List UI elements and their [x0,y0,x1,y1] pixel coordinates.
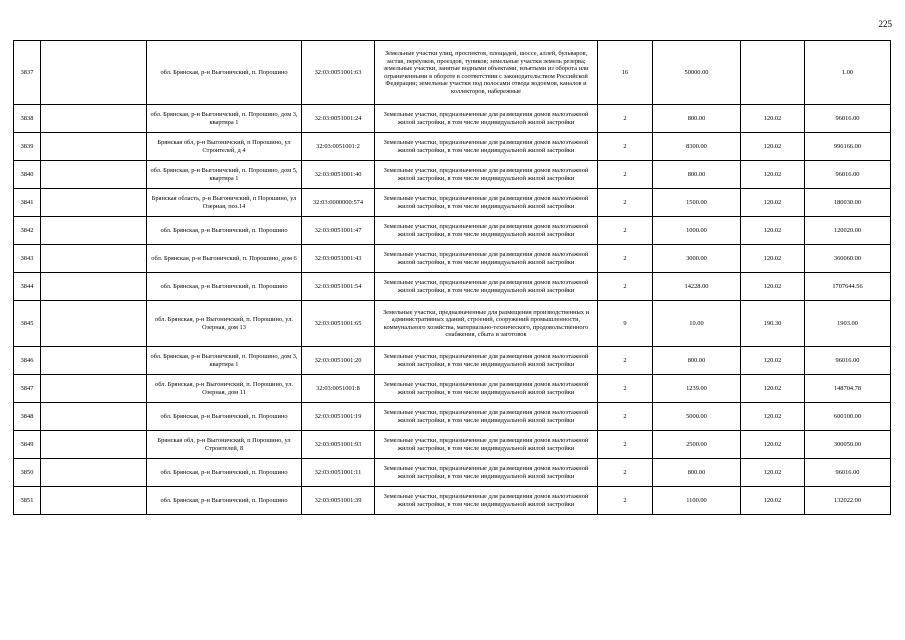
area-cell: 1239.00 [653,375,741,403]
area-cell: 1100.00 [653,487,741,515]
table-row [14,487,891,515]
address-cell: обл. Брянская, р-н Выгоничский, п. Порошино, дом 6 [147,245,302,273]
land-use-cell: Земельные участки, предназначенные для размещения домов малоэтажной жилой застройки, в том числе индивидуальной жилой застройки [375,133,598,161]
row-number: 3843 [14,245,41,273]
table-row [14,301,891,347]
use-code-cell: 2 [598,459,653,487]
row-number: 3837 [14,41,41,105]
area-cell: 14228.00 [653,273,741,301]
address-cell: обл. Брянская, р-н Выгоничский, п. Порошино [147,273,302,301]
row-number: 3841 [14,189,41,217]
table-row [14,375,891,403]
rate-cell: 120.02 [741,431,805,459]
address-cell: Брянская обл, р-н Выгоничский, п Порошино, ул Строителей, д 4 [147,133,302,161]
address-cell: обл. Брянская, р-н Выгоничский, п. Порошино, ул. Озерная, дом 11 [147,375,302,403]
cadastral-value-cell: 600100.00 [805,403,891,431]
table-row [14,105,891,133]
rate-cell: 120.02 [741,105,805,133]
cadastral-value-cell: 1903.00 [805,301,891,347]
land-use-cell: Земельные участки, предназначенные для размещения домов малоэтажной жилой застройки, в том числе индивидуальной жилой застройки [375,375,598,403]
empty-cell [41,375,147,403]
registry-rows [14,41,891,515]
use-code-cell: 2 [598,245,653,273]
empty-cell [41,133,147,161]
row-number: 3851 [14,487,41,515]
cadastral-number-cell: 32:03:0051001:63 [302,41,375,105]
empty-cell [41,105,147,133]
row-number: 3849 [14,431,41,459]
rate-cell: 120.02 [741,273,805,301]
cadastral-number-cell: 32:03:0051001:40 [302,161,375,189]
row-number: 3847 [14,375,41,403]
cadastral-value-cell: 148704.78 [805,375,891,403]
cadastral-value-cell: 180030.00 [805,189,891,217]
empty-cell [41,41,147,105]
area-cell: 2500.00 [653,431,741,459]
cadastral-value-cell: 996166.00 [805,133,891,161]
land-use-cell: Земельные участки, предназначенные для размещения домов малоэтажной жилой застройки, в том числе индивидуальной жилой застройки [375,347,598,375]
use-code-cell: 9 [598,301,653,347]
rate-cell: 190.30 [741,301,805,347]
address-cell: Брянская обл, р-н Выгоничский, п Порошино, ул Строителей, 8 [147,431,302,459]
use-code-cell: 2 [598,161,653,189]
row-number: 3845 [14,301,41,347]
cadastral-number-cell: 32:03:0051001:24 [302,105,375,133]
row-number: 3842 [14,217,41,245]
use-code-cell: 2 [598,375,653,403]
row-number: 3850 [14,459,41,487]
table-row [14,245,891,273]
area-cell: 10.00 [653,301,741,347]
rate-cell: 120.02 [741,161,805,189]
empty-cell [41,431,147,459]
rate-cell: 120.02 [741,487,805,515]
cadastral-number-cell: 32:03:0051001:8 [302,375,375,403]
address-cell: обл. Брянская, р-н Выгоничский, п. Порошино, дом 3, квартира 1 [147,105,302,133]
area-cell: 1000.00 [653,217,741,245]
rate-cell: 120.02 [741,403,805,431]
row-number: 3839 [14,133,41,161]
use-code-cell: 2 [598,273,653,301]
registry-table [13,40,891,515]
land-use-cell: Земельные участки, предназначенные для размещения домов малоэтажной жилой застройки, в том числе индивидуальной жилой застройки [375,487,598,515]
cadastral-number-cell: 32:03:0051001:54 [302,273,375,301]
empty-cell [41,403,147,431]
table-row [14,133,891,161]
cadastral-number-cell: 32:03:0051001:43 [302,245,375,273]
use-code-cell: 2 [598,189,653,217]
cadastral-value-cell: 96016.00 [805,347,891,375]
area-cell: 800.00 [653,161,741,189]
empty-cell [41,217,147,245]
address-cell: обл. Брянская, р-н Выгоничский, п. Порошино, дом 5, квартира 1 [147,161,302,189]
land-use-cell: Земельные участки, предназначенные для размещения домов малоэтажной жилой застройки, в том числе индивидуальной жилой застройки [375,459,598,487]
row-number: 3838 [14,105,41,133]
use-code-cell: 2 [598,403,653,431]
address-cell: обл. Брянская, р-н Выгоничский, п. Порошино [147,487,302,515]
land-use-cell: Земельные участки, предназначенные для размещения домов малоэтажной жилой застройки, в том числе индивидуальной жилой застройки [375,431,598,459]
land-use-cell: Земельные участки, предназначенные для размещения домов малоэтажной жилой застройки, в том числе индивидуальной жилой застройки [375,105,598,133]
use-code-cell: 2 [598,217,653,245]
empty-cell [41,273,147,301]
registry-table-wrapper [13,40,890,515]
use-code-cell: 2 [598,431,653,459]
table-row [14,273,891,301]
cadastral-value-cell: 96016.00 [805,459,891,487]
empty-cell [41,459,147,487]
cadastral-value-cell: 120020.00 [805,217,891,245]
page-number: 225 [878,19,892,29]
table-row [14,459,891,487]
row-number: 3844 [14,273,41,301]
land-use-cell: Земельные участки, предназначенные для размещения домов малоэтажной жилой застройки, в том числе индивидуальной жилой застройки [375,217,598,245]
rate-cell: 120.02 [741,189,805,217]
empty-cell [41,189,147,217]
empty-cell [41,301,147,347]
area-cell: 5000.00 [653,403,741,431]
cadastral-number-cell: 32:03:0000000:574 [302,189,375,217]
address-cell: обл. Брянская, р-н Выгоничский, п. Порошино [147,217,302,245]
address-cell: обл. Брянская, р-н Выгоничский, п. Порошино [147,403,302,431]
table-row [14,41,891,105]
empty-cell [41,245,147,273]
rate-cell: 120.02 [741,217,805,245]
table-row [14,217,891,245]
cadastral-number-cell: 32:03:0051001:47 [302,217,375,245]
use-code-cell: 2 [598,487,653,515]
use-code-cell: 2 [598,347,653,375]
cadastral-number-cell: 32:03:0051001:65 [302,301,375,347]
cadastral-value-cell: 96016.00 [805,105,891,133]
area-cell: 8300.00 [653,133,741,161]
use-code-cell: 2 [598,105,653,133]
cadastral-value-cell: 96016.00 [805,161,891,189]
row-number: 3840 [14,161,41,189]
land-use-cell: Земельные участки, предназначенные для размещения домов малоэтажной жилой застройки, в том числе индивидуальной жилой застройки [375,161,598,189]
table-row [14,347,891,375]
land-use-cell: Земельные участки, предназначенные для размещения домов малоэтажной жилой застройки, в том числе индивидуальной жилой застройки [375,189,598,217]
rate-cell [741,41,805,105]
address-cell: обл. Брянская, р-н Выгоничский, п. Порошино [147,459,302,487]
cadastral-value-cell: 300050.00 [805,431,891,459]
row-number: 3846 [14,347,41,375]
cadastral-number-cell: 32:03:0051001:39 [302,487,375,515]
cadastral-value-cell: 1.00 [805,41,891,105]
row-number: 3848 [14,403,41,431]
rate-cell: 120.02 [741,245,805,273]
land-use-cell: Земельные участки, предназначенные для размещения производственных и административных зданий, строений, сооружений промышленности, коммунального хозяйства, материально-технического, продовольственного снабжения, сбыта и заготовок [375,301,598,347]
address-cell: Брянская область, р-н Выгоничский, п Порошино, ул Озерная, поз.14 [147,189,302,217]
land-use-cell: Земельные участки улиц, проспектов, площадей, шоссе, аллей, бульваров, застав, переулков, проездов, тупиков; земельные участки земель резерва; земельные участки, занятые водными объектами, изъятыми из оборота или ограниченными в обороте в соответствии с законодательством Российской Федерации; земельные участки под полосами отвода водоемов, каналов и коллекторов, набережные [375,41,598,105]
use-code-cell: 16 [598,41,653,105]
cadastral-value-cell: 132022.00 [805,487,891,515]
area-cell: 800.00 [653,459,741,487]
address-cell: обл. Брянская, р-н Выгоничский, п. Порошино [147,41,302,105]
area-cell: 800.00 [653,347,741,375]
address-cell: обл. Брянская, р-н Выгоничский, п. Порошино, дом 3, квартира 1 [147,347,302,375]
cadastral-value-cell: 1707644.56 [805,273,891,301]
rate-cell: 120.02 [741,347,805,375]
land-use-cell: Земельные участки, предназначенные для размещения домов малоэтажной жилой застройки, в том числе индивидуальной жилой застройки [375,245,598,273]
area-cell: 800.00 [653,105,741,133]
rate-cell: 120.02 [741,459,805,487]
land-use-cell: Земельные участки, предназначенные для размещения домов малоэтажной жилой застройки, в том числе индивидуальной жилой застройки [375,273,598,301]
land-use-cell: Земельные участки, предназначенные для размещения домов малоэтажной жилой застройки, в том числе индивидуальной жилой застройки [375,403,598,431]
table-row [14,403,891,431]
area-cell: 3000.00 [653,245,741,273]
cadastral-number-cell: 32:03:0051001:93 [302,431,375,459]
table-row [14,189,891,217]
area-cell: 50000.00 [653,41,741,105]
cadastral-number-cell: 32:03:0051001:20 [302,347,375,375]
empty-cell [41,161,147,189]
table-row [14,161,891,189]
area-cell: 1500.00 [653,189,741,217]
rate-cell: 120.02 [741,375,805,403]
cadastral-number-cell: 32:03:0051001:2 [302,133,375,161]
empty-cell [41,347,147,375]
cadastral-value-cell: 360060.00 [805,245,891,273]
use-code-cell: 2 [598,133,653,161]
address-cell: обл. Брянская, р-н Выгоничский, п. Порошино, ул. Озерная, дом 13 [147,301,302,347]
rate-cell: 120.02 [741,133,805,161]
table-row [14,431,891,459]
cadastral-number-cell: 32:03:0051001:11 [302,459,375,487]
cadastral-number-cell: 32:03:0051001:19 [302,403,375,431]
empty-cell [41,487,147,515]
